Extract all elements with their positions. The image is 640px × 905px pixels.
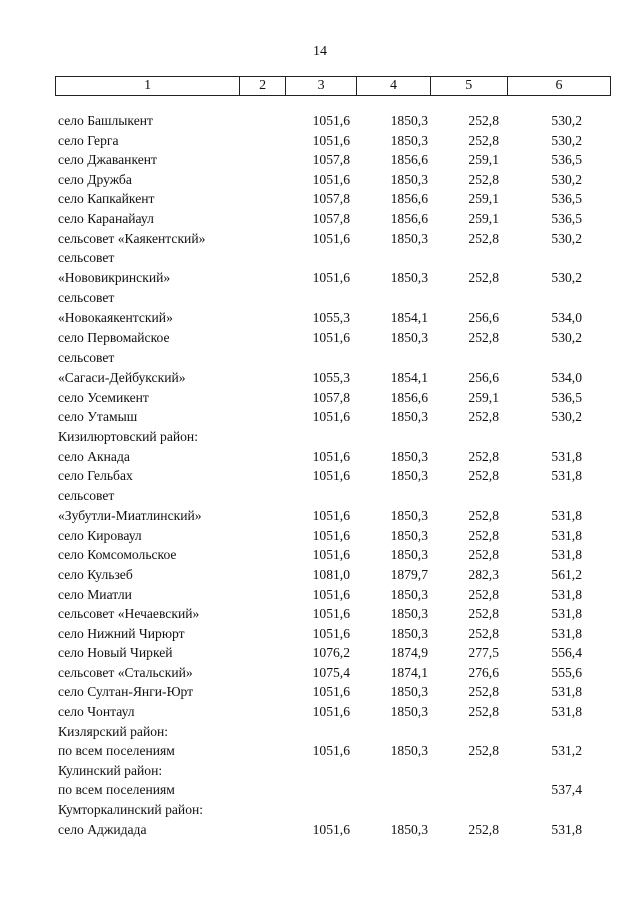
settlement-name: село Джаванкент bbox=[58, 152, 157, 168]
cell-col-3: 1055,3 bbox=[312, 369, 350, 385]
district-heading-row bbox=[0, 724, 640, 744]
table-header bbox=[55, 76, 611, 96]
cell-col-3: 1051,6 bbox=[312, 409, 350, 425]
cell-col-6: 531,8 bbox=[551, 586, 582, 602]
cell-col-3: 1051,6 bbox=[312, 230, 350, 246]
cell-col-5: 252,8 bbox=[468, 704, 499, 720]
table-row bbox=[0, 822, 640, 842]
cell-col-4: 1856,6 bbox=[390, 210, 428, 226]
cell-col-4: 1879,7 bbox=[390, 566, 428, 582]
cell-col-3: 1051,6 bbox=[312, 448, 350, 464]
settlement-name: село Утамыш bbox=[58, 409, 138, 425]
cell-col-3: 1051,6 bbox=[312, 270, 350, 286]
cell-col-6: 531,8 bbox=[551, 606, 582, 622]
cell-col-6: 530,2 bbox=[551, 330, 582, 346]
settlement-name: село Кироваул bbox=[58, 527, 142, 543]
district-heading: Кизлярский район: bbox=[58, 723, 169, 739]
table-row bbox=[0, 704, 640, 724]
cell-col-5: 252,8 bbox=[468, 625, 499, 641]
cell-col-4: 1850,3 bbox=[390, 821, 428, 837]
table-row bbox=[0, 449, 640, 469]
cell-col-3: 1051,6 bbox=[312, 171, 350, 187]
cell-col-5: 252,8 bbox=[468, 270, 499, 286]
cell-col-4: 1850,3 bbox=[390, 132, 428, 148]
settlement-name: село Первомайское bbox=[58, 330, 170, 346]
table-row bbox=[0, 133, 640, 153]
cell-col-4: 1850,3 bbox=[390, 684, 428, 700]
cell-col-4: 1856,6 bbox=[390, 389, 428, 405]
settlement-name: сельсовет «Каякентский» bbox=[58, 230, 206, 246]
cell-col-6: 531,8 bbox=[551, 821, 582, 837]
settlement-name: сельсовет «Стальский» bbox=[58, 664, 193, 680]
cell-col-3: 1057,8 bbox=[312, 191, 350, 207]
cell-col-3: 1051,6 bbox=[312, 132, 350, 148]
cell-col-5: 252,8 bbox=[468, 507, 499, 523]
cell-col-6: 531,8 bbox=[551, 547, 582, 563]
cell-col-5: 282,3 bbox=[468, 566, 499, 582]
table-row bbox=[0, 528, 640, 548]
settlement-name: село Капкайкент bbox=[58, 191, 155, 207]
cell-col-6: 556,4 bbox=[551, 645, 582, 661]
cell-col-6: 534,0 bbox=[551, 310, 582, 326]
cell-col-6: 530,2 bbox=[551, 270, 582, 286]
district-heading: Кулинский район: bbox=[58, 762, 163, 778]
table-row bbox=[0, 587, 640, 607]
settlement-name: село Комсомольское bbox=[58, 547, 177, 563]
cell-col-5: 276,6 bbox=[468, 664, 499, 680]
settlement-name-line2: «Нововикринский» bbox=[58, 270, 171, 286]
table-row bbox=[0, 172, 640, 192]
cell-col-4: 1850,3 bbox=[390, 270, 428, 286]
cell-col-6: 534,0 bbox=[551, 369, 582, 385]
settlement-name: село Башлыкент bbox=[58, 113, 153, 128]
cell-col-5: 252,8 bbox=[468, 527, 499, 543]
cell-col-3: 1051,6 bbox=[312, 468, 350, 484]
cell-col-6: 531,8 bbox=[551, 527, 582, 543]
settlement-name-line2: «Сагаси-Дейбукский» bbox=[58, 369, 186, 385]
table-row bbox=[0, 626, 640, 646]
table-row bbox=[0, 211, 640, 231]
cell-col-6: 536,5 bbox=[551, 191, 582, 207]
cell-col-4: 1850,3 bbox=[390, 527, 428, 543]
cell-col-6: 555,6 bbox=[551, 664, 582, 680]
cell-col-5: 252,8 bbox=[468, 409, 499, 425]
district-heading-row bbox=[0, 763, 640, 783]
cell-col-6: 531,8 bbox=[551, 684, 582, 700]
cell-col-5: 252,8 bbox=[468, 448, 499, 464]
cell-col-6: 530,2 bbox=[551, 171, 582, 187]
cell-col-6: 561,2 bbox=[551, 566, 582, 582]
cell-col-6: 536,5 bbox=[551, 389, 582, 405]
cell-col-3: 1051,6 bbox=[312, 547, 350, 563]
settlement-name: село Миатли bbox=[58, 586, 132, 602]
cell-col-5: 259,1 bbox=[468, 210, 499, 226]
table-body bbox=[0, 113, 640, 841]
cell-col-3: 1081,0 bbox=[312, 566, 350, 582]
cell-col-6: 537,4 bbox=[551, 782, 582, 798]
cell-col-5: 277,5 bbox=[468, 645, 499, 661]
column-header-6: 6 bbox=[555, 78, 563, 93]
table-row bbox=[0, 488, 640, 528]
cell-col-4: 1850,3 bbox=[390, 468, 428, 484]
cell-col-3: 1076,2 bbox=[312, 645, 350, 661]
page-number: 14 bbox=[313, 44, 327, 59]
settlement-name: сельсовет «Нечаевский» bbox=[58, 606, 200, 622]
table-row bbox=[0, 606, 640, 626]
settlement-name: село Герга bbox=[58, 132, 119, 148]
table-row bbox=[0, 645, 640, 665]
column-header-2: 2 bbox=[240, 77, 286, 95]
column-header-4: 4 bbox=[357, 77, 430, 95]
cell-col-4: 1850,3 bbox=[390, 704, 428, 720]
cell-col-3: 1051,6 bbox=[312, 527, 350, 543]
settlement-name: село Дружба bbox=[58, 171, 132, 187]
cell-col-5: 252,8 bbox=[468, 330, 499, 346]
table-row bbox=[0, 350, 640, 390]
settlement-name: село Султан-Янги-Юрт bbox=[58, 684, 194, 700]
table-row bbox=[0, 684, 640, 704]
cell-col-4: 1850,3 bbox=[390, 171, 428, 187]
cell-col-4: 1850,3 bbox=[390, 113, 428, 128]
table-row bbox=[0, 113, 640, 133]
cell-col-3: 1051,6 bbox=[312, 704, 350, 720]
table-row bbox=[0, 782, 640, 802]
cell-col-6: 530,2 bbox=[551, 132, 582, 148]
table-row bbox=[0, 330, 640, 350]
table-row bbox=[0, 290, 640, 330]
column-header-5: 5 bbox=[431, 77, 508, 95]
cell-col-4: 1854,1 bbox=[390, 310, 428, 326]
cell-col-4: 1854,1 bbox=[390, 369, 428, 385]
cell-col-6: 531,8 bbox=[551, 507, 582, 523]
cell-col-5: 259,1 bbox=[468, 389, 499, 405]
table-row bbox=[0, 231, 640, 251]
cell-col-6: 536,5 bbox=[551, 210, 582, 226]
cell-col-3: 1055,3 bbox=[312, 310, 350, 326]
table-row bbox=[0, 567, 640, 587]
cell-col-4: 1856,6 bbox=[390, 191, 428, 207]
settlement-name-line2: «Зубутли-Миатлинский» bbox=[58, 507, 202, 523]
cell-col-3: 1051,6 bbox=[312, 743, 350, 759]
settlement-name-line2: «Новокаякентский» bbox=[58, 310, 173, 326]
cell-col-5: 252,8 bbox=[468, 547, 499, 563]
table-row bbox=[0, 547, 640, 567]
cell-col-6: 531,8 bbox=[551, 448, 582, 464]
cell-col-3: 1057,8 bbox=[312, 210, 350, 226]
table-row bbox=[0, 743, 640, 763]
table-row bbox=[0, 409, 640, 429]
cell-col-4: 1850,3 bbox=[390, 625, 428, 641]
cell-col-5: 252,8 bbox=[468, 606, 499, 622]
settlement-name: по всем поселениям bbox=[58, 782, 175, 798]
cell-col-3: 1051,6 bbox=[312, 113, 350, 128]
cell-col-3: 1051,6 bbox=[312, 606, 350, 622]
cell-col-6: 531,8 bbox=[551, 468, 582, 484]
settlement-name: село Кульзеб bbox=[58, 566, 133, 582]
district-heading-row bbox=[0, 429, 640, 449]
cell-col-5: 252,8 bbox=[468, 468, 499, 484]
column-header-3: 3 bbox=[286, 77, 357, 95]
cell-col-3: 1075,4 bbox=[312, 664, 350, 680]
settlement-name: село Аджидада bbox=[58, 821, 147, 837]
cell-col-6: 530,2 bbox=[551, 409, 582, 425]
table-row bbox=[0, 665, 640, 685]
settlement-name: село Новый Чиркей bbox=[58, 645, 173, 661]
settlement-name: село Гельбах bbox=[58, 468, 133, 484]
cell-col-5: 252,8 bbox=[468, 132, 499, 148]
settlement-name: по всем поселениям bbox=[58, 743, 175, 759]
cell-col-3: 1051,6 bbox=[312, 586, 350, 602]
cell-col-3: 1057,8 bbox=[312, 389, 350, 405]
settlement-name: сельсовет bbox=[58, 487, 115, 503]
cell-col-3: 1051,6 bbox=[312, 507, 350, 523]
table-row bbox=[0, 250, 640, 290]
cell-col-3: 1051,6 bbox=[312, 821, 350, 837]
cell-col-5: 256,6 bbox=[468, 310, 499, 326]
cell-col-3: 1051,6 bbox=[312, 684, 350, 700]
table-row bbox=[0, 152, 640, 172]
column-header-1: 1 bbox=[56, 77, 240, 95]
cell-col-5: 252,8 bbox=[468, 113, 499, 128]
cell-col-4: 1850,3 bbox=[390, 507, 428, 523]
cell-col-4: 1850,3 bbox=[390, 606, 428, 622]
settlement-name: село Акнада bbox=[58, 448, 130, 464]
district-heading: Кумторкалинский район: bbox=[58, 802, 204, 818]
settlement-name: село Нижний Чирюрт bbox=[58, 625, 185, 641]
cell-col-5: 259,1 bbox=[468, 191, 499, 207]
cell-col-6: 531,8 bbox=[551, 625, 582, 641]
cell-col-5: 252,8 bbox=[468, 743, 499, 759]
table-row bbox=[0, 191, 640, 211]
settlement-name: село Чонтаул bbox=[58, 704, 135, 720]
cell-col-3: 1057,8 bbox=[312, 152, 350, 168]
cell-col-5: 252,8 bbox=[468, 586, 499, 602]
cell-col-4: 1856,6 bbox=[390, 152, 428, 168]
cell-col-4: 1874,9 bbox=[390, 645, 428, 661]
cell-col-4: 1850,3 bbox=[390, 586, 428, 602]
settlement-name: сельсовет bbox=[58, 290, 115, 306]
cell-col-5: 256,6 bbox=[468, 369, 499, 385]
cell-col-6: 530,2 bbox=[551, 113, 582, 128]
settlement-name: село Каранайаул bbox=[58, 210, 154, 226]
district-heading-row bbox=[0, 802, 640, 822]
cell-col-4: 1850,3 bbox=[390, 230, 428, 246]
cell-col-5: 259,1 bbox=[468, 152, 499, 168]
district-heading: Кизилюртовский район: bbox=[58, 428, 198, 444]
settlement-name: сельсовет bbox=[58, 349, 115, 365]
cell-col-6: 530,2 bbox=[551, 230, 582, 246]
cell-col-5: 252,8 bbox=[468, 684, 499, 700]
cell-col-5: 252,8 bbox=[468, 171, 499, 187]
cell-col-4: 1850,3 bbox=[390, 409, 428, 425]
table-row bbox=[0, 468, 640, 488]
cell-col-4: 1850,3 bbox=[390, 743, 428, 759]
cell-col-3: 1051,6 bbox=[312, 330, 350, 346]
cell-col-4: 1874,1 bbox=[390, 664, 428, 680]
cell-col-6: 531,2 bbox=[551, 743, 582, 759]
cell-col-4: 1850,3 bbox=[390, 448, 428, 464]
cell-col-4: 1850,3 bbox=[390, 330, 428, 346]
cell-col-5: 252,8 bbox=[468, 821, 499, 837]
cell-col-4: 1850,3 bbox=[390, 547, 428, 563]
settlement-name: село Усемикент bbox=[58, 389, 149, 405]
cell-col-6: 536,5 bbox=[551, 152, 582, 168]
cell-col-3: 1051,6 bbox=[312, 625, 350, 641]
settlement-name: сельсовет bbox=[58, 250, 115, 266]
cell-col-6: 531,8 bbox=[551, 704, 582, 720]
cell-col-5: 252,8 bbox=[468, 230, 499, 246]
table-row bbox=[0, 390, 640, 410]
